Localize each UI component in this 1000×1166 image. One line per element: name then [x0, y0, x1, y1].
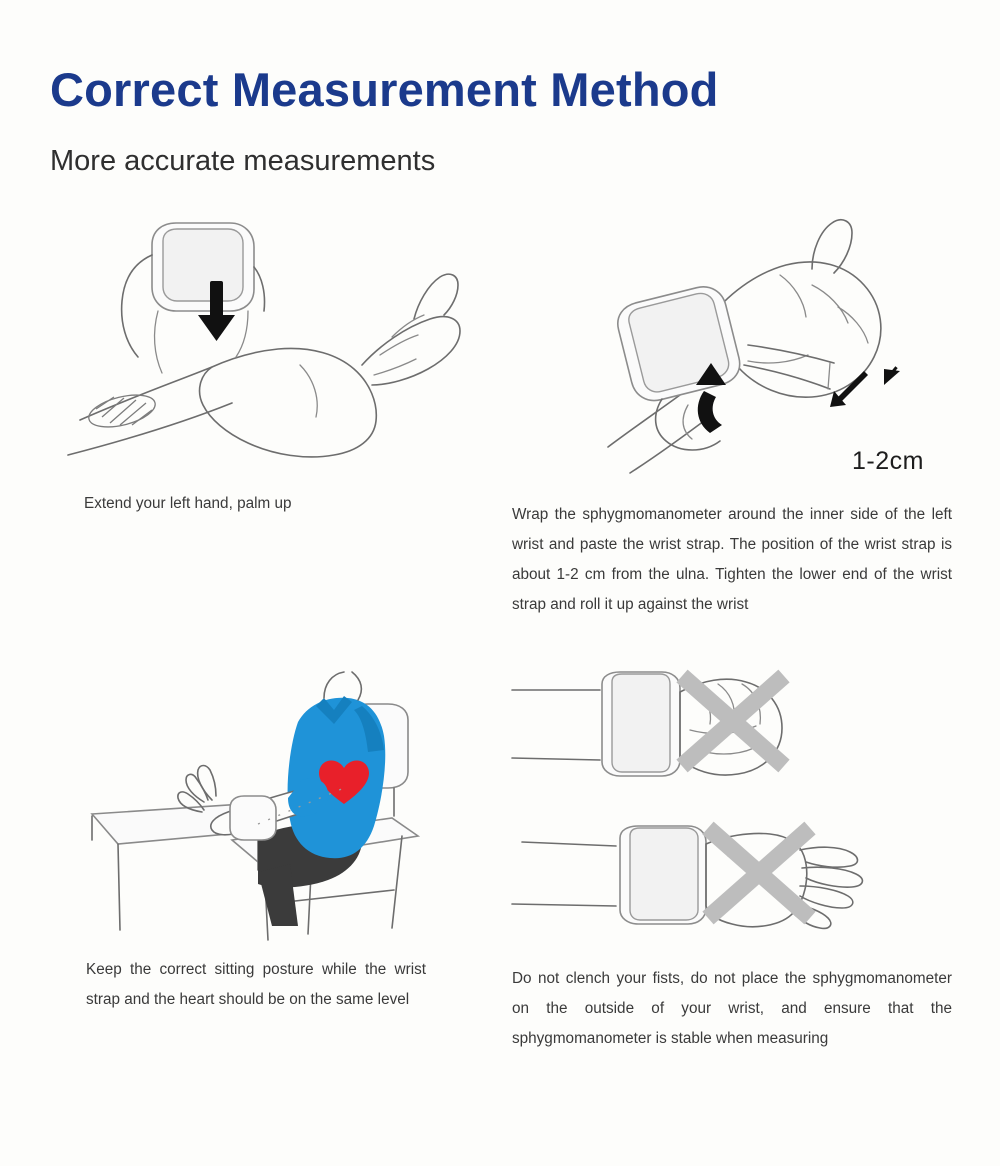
seated-posture-heart-level-illustration — [62, 640, 462, 945]
step-4-panel — [512, 670, 957, 1054]
step-3-caption: Keep the correct sitting posture while the wrist strap and the heart should be on the same level — [86, 961, 426, 1008]
step-1-panel — [62, 215, 462, 519]
dimension-label: 1-2cm — [852, 447, 924, 475]
step-1-caption: Extend your left hand, palm up — [84, 495, 292, 512]
step-2-caption: Wrap the sphygmomanometer around the inner side of the left wrist and paste the wrist strap. The position of the wrist strap is about 1-2 cm from the ulna. Tighten the lower end of the wrist strap and roll it up against the wrist — [512, 506, 952, 613]
dimension-indicator — [830, 366, 900, 407]
step-2-panel — [512, 215, 957, 620]
step-3-panel — [62, 640, 462, 1015]
page-title: Correct Measurement Method — [50, 63, 719, 116]
cross-out-mark-icon — [708, 828, 810, 918]
cross-out-mark-icon — [682, 676, 784, 766]
hand-palm-up-with-wrist-monitor-illustration — [62, 215, 462, 475]
page-subtitle: More accurate measurements — [50, 145, 436, 177]
step-4-caption: Do not clench your fists, do not place the sphygmomanometer on the outside of your wrist, and ensure that the sphygmomanometer is stable when measuring — [512, 970, 952, 1047]
wrap-cuff-on-inner-wrist-illustration — [512, 215, 957, 490]
incorrect-usage-crossed-out-illustration — [512, 670, 957, 950]
